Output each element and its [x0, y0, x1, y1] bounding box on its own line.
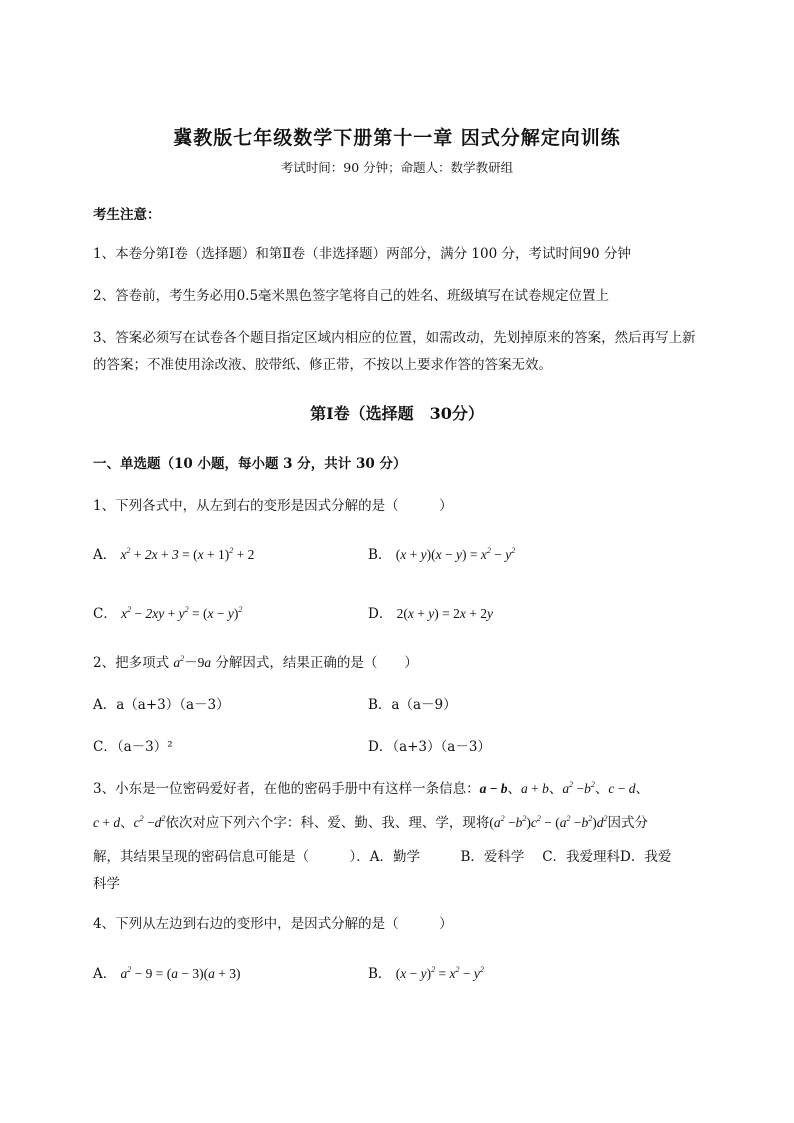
part-heading: 一、单选题（10 小题，每小题 3 分，共计 30 分） [93, 456, 407, 472]
notice-item-1: 1、本卷分第Ⅰ卷（选择题）和第Ⅱ卷（非选择题）两部分，满分 100 分，考试时间90 分钟 [93, 246, 631, 262]
formula: $(x - y)^2 = x^2 - y^2$ [395, 965, 484, 981]
question-3-line-3: 解，其结果呈现的密码信息可能是（ ）．A．勤学 B．爱科学 C．我爱理科D．我爱 [93, 849, 672, 865]
formula: $(a^2 -b^2)c^2 - (a^2 -b^2)d^2$ [489, 814, 608, 830]
option-label: A． [93, 966, 117, 982]
question-2-option-b[interactable]: B．a（a－9） [368, 697, 457, 713]
notice-heading: 考生注意： [93, 207, 161, 223]
option-label: B． [368, 547, 392, 563]
formula: a − b [479, 781, 508, 796]
question-3-line-4: 科学 [93, 876, 120, 892]
option-label: B． [368, 966, 392, 982]
section-title: 第Ⅰ卷（选择题 30分） [310, 404, 484, 423]
option-label: C． [93, 606, 117, 622]
formula: $(x + y)(x - y) = x^2 - y^2$ [395, 546, 516, 562]
question-4-option-b[interactable] [368, 962, 484, 982]
question-2-option-a[interactable]: A．a（a+3）（a－3） [93, 697, 230, 713]
option-label: D． [368, 606, 393, 622]
formula: c − d [608, 781, 636, 796]
question-1-stem: 1、下列各式中，从左到右的变形是因式分解的是（ ） [93, 498, 453, 514]
formula: a + b [521, 781, 549, 796]
formula: $a^2 - 9 = (a - 3)(a + 3)$ [120, 965, 241, 981]
formula: $a^2 -b^2$ [562, 780, 595, 796]
notice-item-3: 3、答案必须写在试卷各个题目指定区域内相应的位置，如需改动，先划掉原来的答案，然后再写上新 [93, 330, 696, 346]
formula: $x^2 + 2x + 3 = (x + 1)^2 + 2$ [120, 546, 255, 562]
question-4-stem: 4、下列从左边到右边的变形中，是因式分解的是（ ） [93, 916, 453, 932]
formula: $c^2 -d^2$ [133, 814, 166, 830]
question-1-option-c[interactable] [93, 602, 242, 622]
question-1-option-d[interactable] [368, 602, 493, 622]
formula: $x^2 - 2xy + y^2 = (x - y)^2$ [121, 605, 243, 621]
notice-item-3-cont: 的答案；不准使用涂改液、胶带纸、修正带，不按以上要求作答的答案无效。 [93, 357, 552, 373]
notice-item-2: 2、答卷前，考生务必用0.5毫米黑色签字笔将自己的姓名、班级填写在试卷规定位置上 [93, 288, 610, 304]
formula: c + d [93, 815, 121, 830]
formula: $a^2-9a$ [173, 654, 212, 670]
question-1-option-a[interactable] [93, 543, 254, 563]
question-2-option-d[interactable]: D．（a+3）（a－3） [368, 739, 491, 755]
question-3-line-1: 3、小东是一位密码爱好者，在他的密码手册中有这样一条信息：a − b、a + b、$a^2 -b^2$、c − d、 [93, 780, 650, 797]
question-3-line-2: c + d、$c^2 -d^2$依次对应下列六个字：科、爱、勤、我、理、学，现将$(a^2 -b^2)c^2 - (a^2 -b^2)d^2$因式分 [93, 814, 648, 831]
question-1-option-b[interactable] [368, 543, 515, 563]
option-label: A． [93, 547, 117, 563]
question-2-option-c[interactable]: C．（a－3）² [93, 739, 173, 755]
question-4-option-a[interactable] [93, 962, 241, 982]
formula: 2(x + y) = 2x + 2y [396, 606, 493, 621]
question-2-stem: 2、把多项式 $a^2-9a$ 分解因式，结果正确的是（ ） [93, 654, 418, 671]
page-title: 冀教版七年级数学下册第十一章 因式分解定向训练 [173, 127, 621, 149]
exam-info: 考试时间：90 分钟；命题人：数学教研组 [280, 160, 514, 175]
